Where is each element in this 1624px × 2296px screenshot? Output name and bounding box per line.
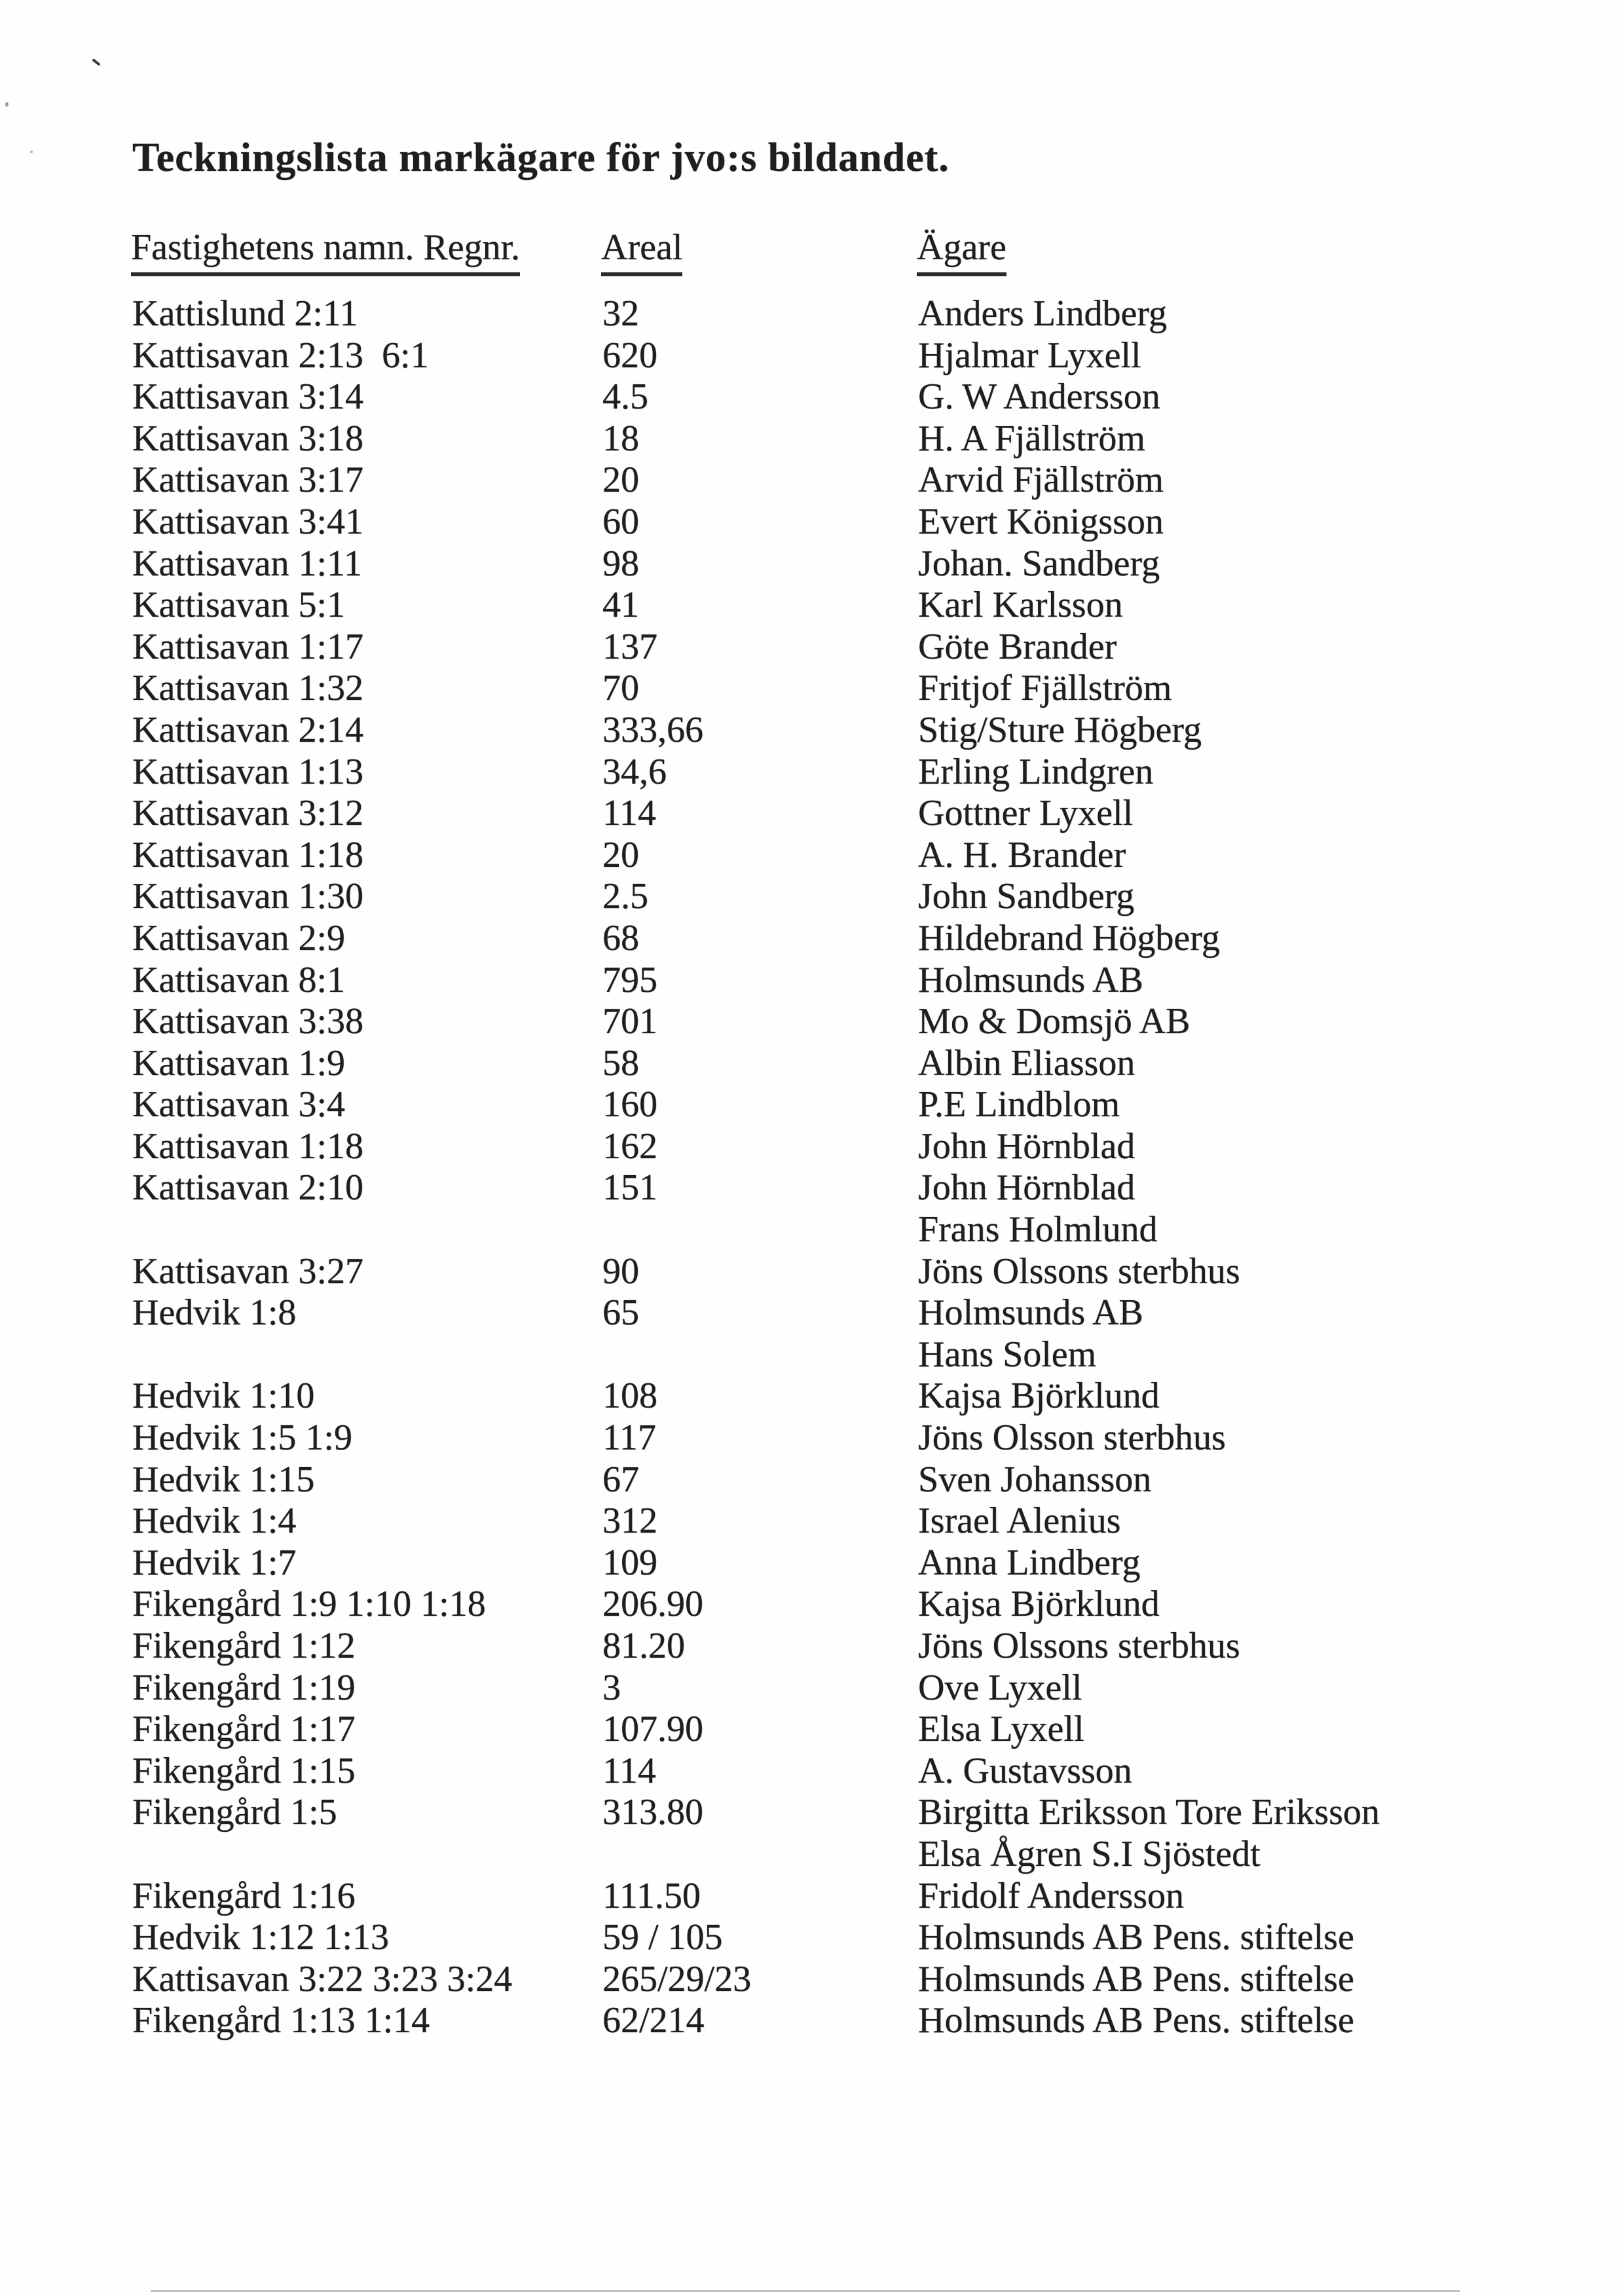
property-name: Fikengård 1:16 [132,1875,356,1916]
owner-name: Hjalmar Lyxell [918,335,1141,376]
property-name: Kattisavan 1:13 [132,751,364,792]
owner-name: Elsa Ågren S.I Sjöstedt [918,1833,1261,1874]
owner-name: G. W Andersson [918,376,1160,418]
owner-name: Göte Brander [918,626,1117,667]
table-row [0,1667,1624,1709]
areal-value: 18 [602,418,639,459]
areal-value: 59 / 105 [602,1917,723,1958]
table-row [0,1292,1624,1334]
property-name: Kattisavan 2:13 6:1 [132,335,429,376]
table-row [0,960,1624,1002]
table-row [0,1709,1624,1751]
areal-value: 313.80 [602,1792,703,1833]
owner-name: Karl Karlsson [918,585,1123,626]
areal-value: 151 [602,1167,657,1209]
areal-value: 4.5 [602,376,648,418]
areal-value: 34,6 [602,751,667,792]
table-row [0,1334,1624,1376]
areal-value: 701 [602,1001,657,1042]
owner-name: Holmsunds AB [918,1292,1143,1334]
owner-name: Arvid Fjällström [918,460,1164,501]
areal-value: 67 [602,1459,639,1500]
owner-name: Holmsunds AB Pens. stiftelse [918,2000,1354,2041]
areal-value: 312 [602,1501,657,1542]
owner-name: Anna Lindberg [918,1542,1141,1583]
owner-name: P.E Lindblom [918,1084,1120,1125]
owner-name: Ove Lyxell [918,1667,1082,1708]
areal-value: 162 [602,1125,657,1167]
areal-value: 3 [602,1667,621,1708]
areal-value: 62/214 [602,2000,705,2041]
property-name: Kattislund 2:11 [132,293,358,334]
table-row [0,1459,1624,1501]
areal-value: 20 [602,834,639,875]
owner-name: H. A Fjällström [918,418,1145,459]
table-row [0,1251,1624,1293]
property-name: Hedvik 1:8 [132,1292,297,1334]
table-row [0,1584,1624,1626]
property-table [0,293,1624,2042]
areal-value: 333,66 [602,709,703,750]
table-row [0,543,1624,585]
table-row [0,1876,1624,1918]
property-name: Kattisavan 3:12 [132,793,364,834]
property-name: Hedvik 1:4 [132,1501,297,1542]
owner-name: Israel Alenius [918,1501,1121,1542]
property-name: Kattisavan 3:41 [132,501,364,542]
table-row [0,1834,1624,1876]
property-name: Kattisavan 3:22 3:23 3:24 [132,1958,513,1999]
property-name: Hedvik 1:7 [132,1542,297,1583]
owner-name: Gottner Lyxell [918,793,1134,834]
property-name: Kattisavan 3:18 [132,418,364,459]
property-name: Kattisavan 3:27 [132,1250,364,1292]
areal-value: 58 [602,1042,639,1084]
owner-name: Jöns Olssons sterbhus [918,1626,1240,1666]
property-name: Kattisavan 1:32 [132,668,364,709]
areal-value: 65 [602,1292,639,1334]
property-name: Fikengård 1:13 1:14 [132,2000,430,2041]
areal-value: 114 [602,793,656,834]
table-row [0,1209,1624,1251]
owner-name: A. H. Brander [918,834,1126,875]
table-row [0,627,1624,668]
owner-name: Holmsunds AB Pens. stiftelse [918,1917,1354,1958]
table-row [0,1626,1624,1667]
property-name: Kattisavan 1:30 [132,876,364,917]
scan-speck [92,58,100,66]
property-name: Hedvik 1:12 1:13 [132,1917,389,1958]
owner-name: A. Gustavsson [918,1750,1132,1791]
property-name: Kattisavan 3:14 [132,376,364,418]
owner-name: Erling Lindgren [918,751,1154,792]
table-row [0,1959,1624,2001]
owner-name: Jöns Olssons sterbhus [918,1250,1240,1292]
owner-name: Holmsunds AB [918,959,1143,1000]
table-row [0,376,1624,418]
table-row [0,1126,1624,1168]
areal-value: 160 [602,1084,657,1125]
property-name: Fikengård 1:5 [132,1792,337,1833]
table-row [0,835,1624,877]
table-row [0,2000,1624,2042]
table-row [0,1542,1624,1584]
scan-speck [30,151,33,153]
table-row [0,1084,1624,1126]
table-row [0,1043,1624,1085]
property-name: Hedvik 1:5 1:9 [132,1417,352,1459]
owner-name: Fridolf Andersson [918,1875,1184,1916]
areal-value: 114 [602,1750,656,1791]
property-name: Kattisavan 1:17 [132,626,364,667]
owner-name: Jöns Olsson sterbhus [918,1417,1226,1459]
property-name: Kattisavan 3:4 [132,1084,346,1125]
owner-name: Kajsa Björklund [918,1584,1160,1625]
table-row [0,876,1624,918]
table-row [0,1917,1624,1959]
table-row [0,918,1624,960]
areal-value: 107.90 [602,1709,703,1750]
table-row [0,1417,1624,1459]
owner-name: Sven Johansson [918,1459,1152,1500]
areal-value: 90 [602,1250,639,1292]
areal-value: 795 [602,959,657,1000]
table-row [0,293,1624,335]
owner-name: Johan. Sandberg [918,543,1160,584]
column-header-property: Fastighetens namn. Regnr. [131,227,520,276]
owner-name: Fritjof Fjällström [918,668,1172,709]
table-row [0,1167,1624,1209]
areal-value: 206.90 [602,1584,703,1625]
areal-value: 70 [602,668,639,709]
areal-value: 137 [602,626,657,667]
owner-name: Hans Solem [918,1334,1097,1375]
property-name: Kattisavan 5:1 [132,585,346,626]
areal-value: 20 [602,460,639,501]
table-row [0,752,1624,793]
owner-name: John Hörnblad [918,1167,1135,1209]
property-name: Kattisavan 1:9 [132,1042,346,1084]
table-row [0,460,1624,501]
owner-name: Birgitta Eriksson Tore Eriksson [918,1792,1380,1833]
areal-value: 32 [602,293,639,334]
table-row [0,710,1624,752]
scan-edge-artifact [151,2290,1460,2292]
property-name: Fikengård 1:15 [132,1750,356,1791]
areal-value: 620 [602,335,657,376]
property-name: Kattisavan 2:9 [132,917,346,958]
table-row [0,1501,1624,1542]
table-row [0,418,1624,460]
owner-name: John Sandberg [918,876,1135,917]
owner-name: Holmsunds AB Pens. stiftelse [918,1958,1354,1999]
areal-value: 81.20 [602,1626,685,1666]
areal-value: 68 [602,917,639,958]
areal-value: 41 [602,585,639,626]
areal-value: 2.5 [602,876,648,917]
table-row [0,1751,1624,1793]
table-header [0,227,1624,272]
owner-name: Evert Königsson [918,501,1164,542]
owner-name: Anders Lindberg [918,293,1167,334]
table-row [0,793,1624,835]
owner-name: Hildebrand Högberg [918,917,1220,958]
areal-value: 98 [602,543,639,584]
property-name: Kattisavan 2:14 [132,709,364,750]
owner-name: Elsa Lyxell [918,1709,1084,1750]
areal-value: 60 [602,501,639,542]
areal-value: 117 [602,1417,656,1459]
property-name: Fikengård 1:17 [132,1709,356,1750]
property-name: Fikengård 1:12 [132,1626,356,1666]
property-name: Fikengård 1:19 [132,1667,356,1708]
table-row [0,668,1624,710]
areal-value: 111.50 [602,1875,701,1916]
property-name: Kattisavan 1:18 [132,834,364,875]
areal-value: 108 [602,1376,657,1417]
owner-name: Frans Holmlund [918,1209,1158,1250]
page-title: Teckningslista markägare för jvo:s bildandet. [132,136,950,180]
table-row [0,1792,1624,1834]
column-header-areal: Areal [601,227,682,276]
owner-name: John Hörnblad [918,1125,1135,1167]
property-name: Kattisavan 8:1 [132,959,346,1000]
property-name: Kattisavan 1:18 [132,1125,364,1167]
property-name: Kattisavan 1:11 [132,543,362,584]
property-name: Kattisavan 2:10 [132,1167,364,1209]
property-name: Fikengård 1:9 1:10 1:18 [132,1584,486,1625]
property-name: Kattisavan 3:38 [132,1001,364,1042]
owner-name: Mo & Domsjö AB [918,1001,1190,1042]
areal-value: 265/29/23 [602,1958,752,1999]
table-row [0,585,1624,627]
property-name: Kattisavan 3:17 [132,460,364,501]
property-name: Hedvik 1:10 [132,1376,315,1417]
areal-value: 109 [602,1542,657,1583]
owner-name: Stig/Sture Högberg [918,709,1202,750]
owner-name: Kajsa Björklund [918,1376,1160,1417]
table-row [0,1376,1624,1417]
table-row [0,501,1624,543]
table-row [0,335,1624,377]
owner-name: Albin Eliasson [918,1042,1135,1084]
property-name: Hedvik 1:15 [132,1459,315,1500]
table-row [0,1001,1624,1043]
scan-speck [5,102,9,107]
column-header-owner: Ägare [917,227,1006,276]
